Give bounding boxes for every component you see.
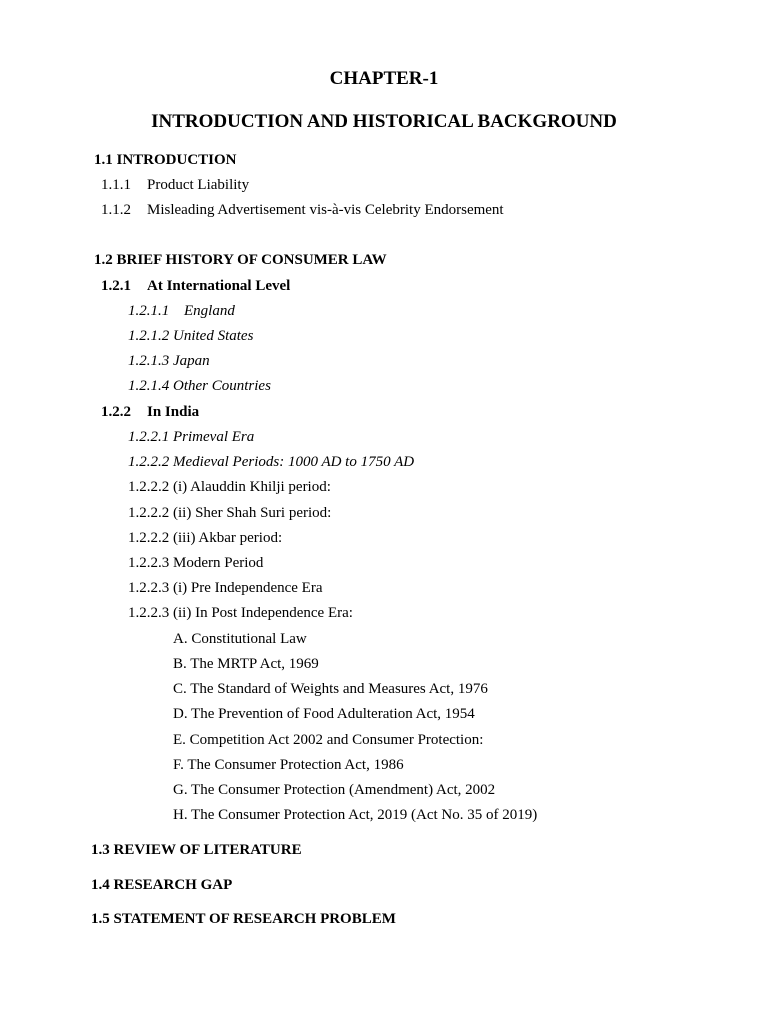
chapter-heading: CHAPTER-1 [329, 68, 439, 89]
toc-entry-1-2-1 [101, 277, 290, 295]
toc-subentry-c: C. The Standard of Weights and Measures Act, 1976 [173, 681, 488, 697]
toc-entry-1-2-1-2: 1.2.1.2 United States [128, 328, 254, 344]
chapter-title: INTRODUCTION AND HISTORICAL BACKGROUND [151, 111, 617, 132]
toc-entry-1-2-1-1 [128, 302, 235, 320]
section-heading-1-2: 1.2 BRIEF HISTORY OF CONSUMER LAW [94, 252, 387, 268]
toc-subentry-f: F. The Consumer Protection Act, 1986 [173, 757, 404, 773]
toc-entry-1-2-2-3-i: 1.2.2.3 (i) Pre Independence Era [128, 580, 323, 596]
toc-subentry-d: D. The Prevention of Food Adulteration Act, 1954 [173, 706, 475, 722]
toc-entry-1-2-2-2-ii: 1.2.2.2 (ii) Sher Shah Suri period: [128, 505, 332, 521]
toc-subentry-b: B. The MRTP Act, 1969 [173, 656, 319, 672]
entry-text: In India [147, 404, 200, 420]
toc-subentry-a: A. Constitutional Law [173, 631, 307, 647]
toc-subentry-e: E. Competition Act 2002 and Consumer Protection: [173, 732, 484, 748]
toc-entry-1-2-2-1: 1.2.2.1 Primeval Era [128, 429, 255, 445]
toc-entry-1-2-2-3: 1.2.2.3 Modern Period [128, 555, 264, 571]
section-heading-1-5: 1.5 STATEMENT OF RESEARCH PROBLEM [91, 911, 396, 927]
section-heading-1-1: 1.1 INTRODUCTION [94, 152, 237, 168]
toc-entry-1-1-2 [101, 201, 504, 219]
toc-entry-1-2-2 [101, 403, 199, 421]
section-heading-1-3: 1.3 REVIEW OF LITERATURE [91, 842, 302, 858]
toc-entry-1-2-1-4: 1.2.1.4 Other Countries [128, 378, 271, 394]
entry-number: 1.1.1 [101, 177, 131, 193]
toc-entry-1-2-2-2-iii: 1.2.2.2 (iii) Akbar period: [128, 530, 283, 546]
entry-text: England [184, 303, 235, 319]
entry-number: 1.2.2 [101, 404, 131, 420]
toc-entry-1-2-1-3: 1.2.1.3 Japan [128, 353, 210, 369]
entry-text: Product Liability [147, 177, 250, 193]
entry-text: At International Level [147, 278, 291, 294]
entry-number: 1.2.1 [101, 278, 131, 294]
toc-subentry-h: H. The Consumer Protection Act, 2019 (Act No. 35 of 2019) [173, 807, 538, 823]
section-heading-1-4: 1.4 RESEARCH GAP [91, 877, 233, 893]
entry-number: 1.2.1.1 [128, 303, 170, 319]
toc-subentry-g: G. The Consumer Protection (Amendment) Act, 2002 [173, 782, 496, 798]
entry-text: Misleading Advertisement vis-à-vis Celebrity Endorsement [147, 202, 504, 218]
toc-entry-1-2-2-3-ii: 1.2.2.3 (ii) In Post Independence Era: [128, 605, 353, 621]
entry-number: 1.1.2 [101, 202, 131, 218]
toc-entry-1-2-2-2: 1.2.2.2 Medieval Periods: 1000 AD to 1750 AD [128, 454, 415, 470]
toc-entry-1-2-2-2-i: 1.2.2.2 (i) Alauddin Khilji period: [128, 479, 331, 495]
toc-entry-1-1-1 [101, 176, 249, 194]
